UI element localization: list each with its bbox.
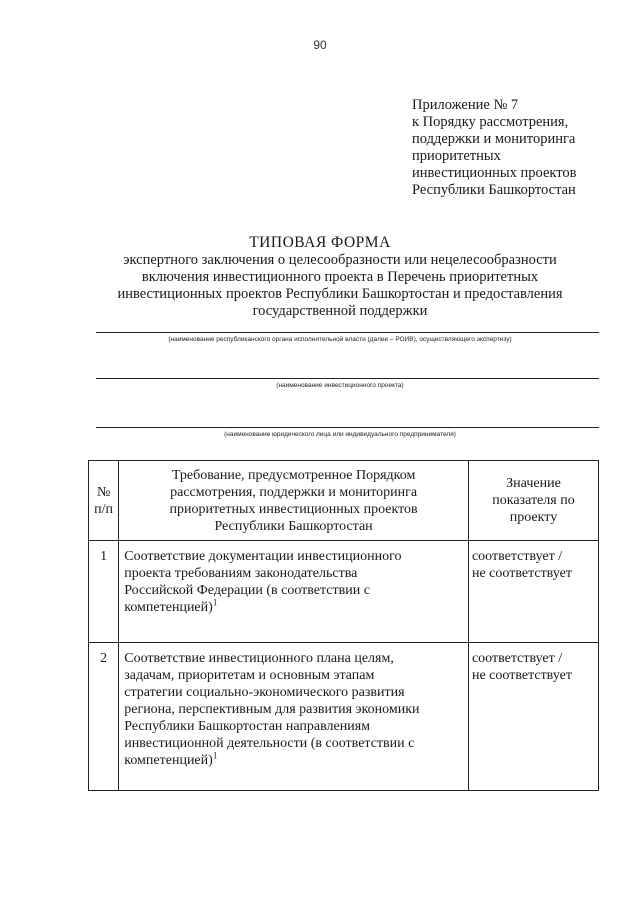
subtitle-line: экспертного заключения о целесообразности или нецелесообразности (123, 252, 557, 268)
subtitle-line: государственной поддержки (252, 303, 428, 319)
requirement-text: компетенцией) (124, 600, 213, 615)
value-option: соответствует / (471, 651, 563, 666)
appendix-line: Республики Башкортостан (412, 182, 576, 198)
appendix-line: приоритетных (412, 148, 501, 164)
footnote-marker: 1 (212, 750, 218, 761)
appendix-reference (412, 97, 612, 199)
roiv-name-field[interactable] (96, 332, 599, 333)
form-title: ТИПОВАЯ ФОРМА (249, 234, 391, 251)
requirement-line (124, 599, 462, 616)
entity-name-field[interactable] (96, 427, 599, 428)
header-text: показателя по (492, 493, 575, 508)
requirement-line: задачам, приоритетам и основным этапам (124, 668, 375, 683)
requirement-line: инвестиционной деятельности (в соответствии с (124, 736, 415, 751)
header-text: п/п (94, 501, 114, 517)
page-number: 90 (313, 38, 327, 52)
row-requirement (119, 541, 469, 643)
appendix-line: инвестиционных проектов (412, 165, 577, 181)
table-header-row (89, 461, 599, 541)
row-num: 1 (89, 541, 119, 643)
requirement-line (124, 752, 462, 769)
header-text: № (96, 484, 111, 500)
requirements-table (88, 460, 599, 791)
row-value[interactable] (468, 643, 598, 791)
row-value[interactable] (468, 541, 598, 643)
requirement-line: Республики Башкортостан направлениям (124, 719, 371, 734)
header-text: проекту (509, 510, 558, 525)
header-num (89, 461, 119, 541)
footnote-marker: 1 (212, 597, 218, 608)
requirement-line: Российской Федерации (в соответствии с (124, 583, 370, 598)
value-option: не соответствует (471, 668, 572, 683)
appendix-line: Приложение № 7 (412, 97, 519, 113)
header-text: приоритетных инвестиционных проектов (169, 502, 418, 517)
value-option: не соответствует (471, 566, 572, 581)
table-row (89, 541, 599, 643)
header-text: рассмотрения, поддержки и мониторинга (170, 485, 418, 500)
requirement-line: Соответствие инвестиционного плана целям, (124, 651, 394, 666)
requirement-line: стратегии социально-экономического развития (124, 685, 405, 700)
header-requirement (119, 461, 469, 541)
requirement-line: Соответствие документации инвестиционного (124, 549, 402, 564)
requirement-line: региона, перспективным для развития экономики (124, 702, 420, 717)
requirement-text: компетенцией) (124, 753, 213, 768)
row-num: 2 (89, 643, 119, 791)
header-value (468, 461, 598, 541)
appendix-line: поддержки и мониторинга (412, 131, 576, 147)
project-name-caption: (наименование инвестиционного проекта) (276, 382, 404, 389)
requirement-line: проекта требованиям законодательства (124, 566, 358, 581)
entity-name-caption: (наименование юридического лица или индивидуального предпринимателя) (224, 431, 456, 438)
header-text: Республики Башкортостан (214, 519, 373, 534)
appendix-line: к Порядку рассмотрения, (412, 114, 569, 130)
form-subtitle (80, 252, 600, 320)
project-name-field[interactable] (96, 378, 599, 379)
value-option: соответствует / (471, 549, 563, 564)
subtitle-line: включения инвестиционного проекта в Перечень приоритетных (141, 269, 539, 285)
subtitle-line: инвестиционных проектов Республики Башкортостан и предоставления (117, 286, 563, 302)
row-requirement (119, 643, 469, 791)
roiv-name-caption: (наименование республиканского органа исполнительной власти (далее – РОИВ), осуществляющего экспертизу) (168, 336, 512, 343)
header-text: Требование, предусмотренное Порядком (171, 468, 416, 483)
table-row (89, 643, 599, 791)
header-text: Значение (506, 476, 561, 491)
